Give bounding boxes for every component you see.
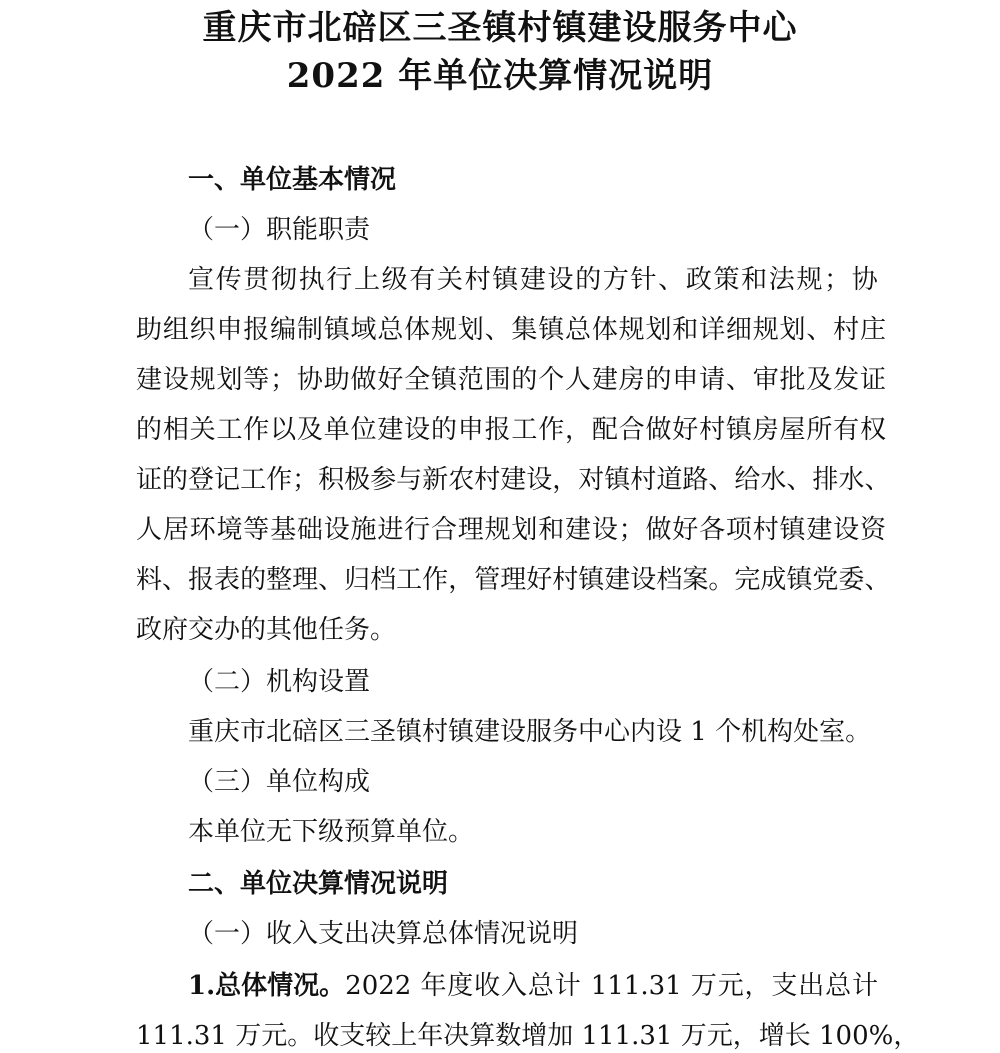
org-structure-text: 重庆市北碚区三圣镇村镇建设服务中心内设 1 个机构处室。 [188,717,872,747]
overall-label: 1.总体情况。 [188,971,346,1001]
subsection-1-1-heading: （一）职能职责 [188,215,371,245]
paragraph-line: 证 的 登 记 工 作 ； 积 极 参 与 新 农 村 建 设 ， 对 镇 村 道 路 、 给 水 、 排 水 、 [136,465,891,495]
section-1-heading: 一、单位基本情况 [188,165,397,195]
document-title-line-2: 2022 年单位决算情况说明 [286,56,714,96]
subsection-2-1-heading: （一）收入支出决算总体情况说明 [188,919,579,949]
subsection-1-2-heading: （二）机构设置 [188,667,371,697]
unit-composition-text: 本单位无下级预算单位。 [188,817,475,847]
paragraph-line: 政府交办的其他任务。 [136,615,397,645]
subsection-1-3-heading: （三）单位构成 [188,767,371,797]
section-2-heading: 二、单位决算情况说明 [188,869,449,899]
paragraph-line: 的 相 关 工 作 以 及 单 位 建 设 的 申 报 工 作 ， 配 合 做 好 村 镇 房 屋 所 有 权 [136,415,886,445]
overall-line-1 [188,970,878,1002]
document-title-line-1: 重庆市北碚区三圣镇村镇建设服务中心 [202,8,798,48]
paragraph-line: 料 、 报 表 的 整 理 、 归 档 工 作 ， 管 理 好 村 镇 建 设 档 案 。 完 成 镇 党 委 、 [136,565,891,595]
overall-line-2: 111.31 万元。收支较上年决算数增加 111.31 万元，增长 100%， [136,1021,920,1051]
paragraph-line: 助 组 织 申 报 编 制 镇 域 总 体 规 划 、 集 镇 总 体 规 划 和 详 细 规 划 、 村 庄 [136,315,886,345]
paragraph-line: 人 居 环 境 等 基 础 设 施 进 行 合 理 规 划 和 建 设 ； 做 好 各 项 村 镇 建 设 资 [136,515,886,545]
overall-line-1-text: 2022 年度收入总计 111.31 万元，支出总计 [345,971,878,1001]
paragraph-line: 建 设 规 划 等 ； 协 助 做 好 全 镇 范 围 的 个 人 建 房 的 申 请 、 审 批 及 发 证 [136,365,886,395]
paragraph-line: 宣 传 贯 彻 执 行 上 级 有 关 村 镇 建 设 的 方 针 、 政 策 和 法 规 ； 协 [188,265,878,295]
